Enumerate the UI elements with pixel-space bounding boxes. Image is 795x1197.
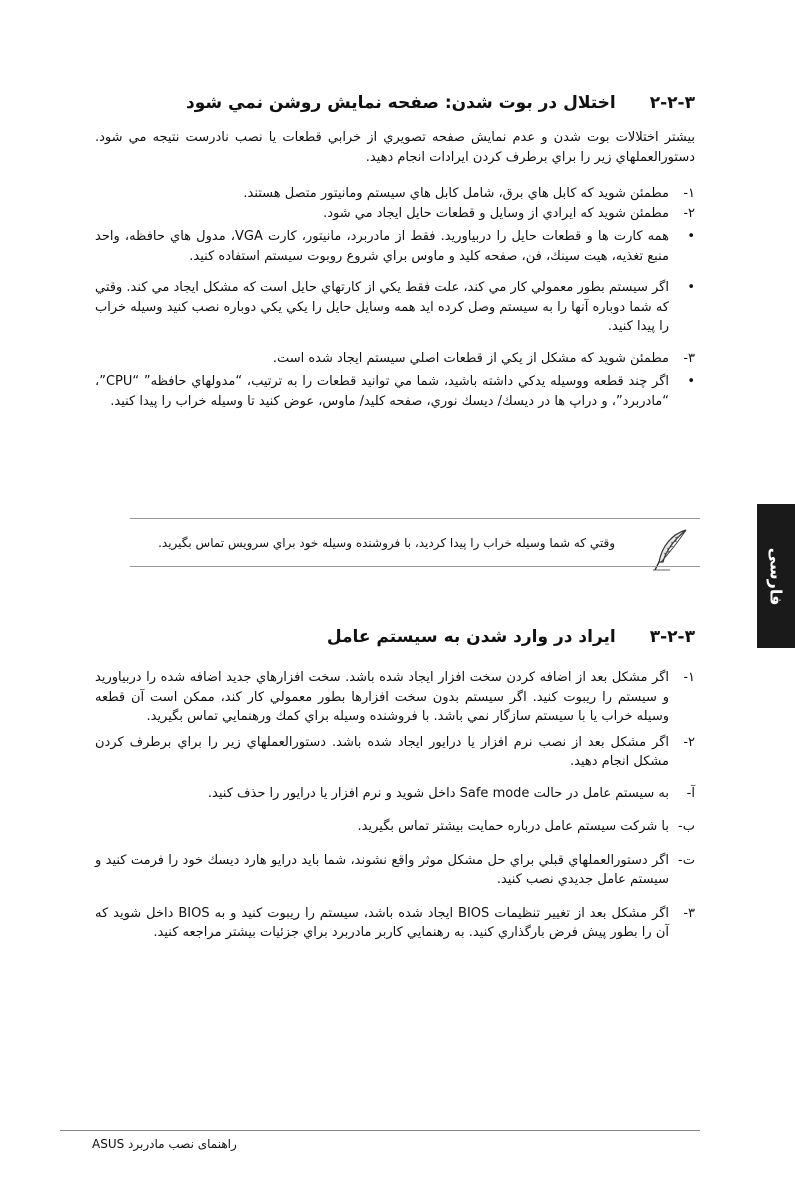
list-marker: -۲ xyxy=(683,205,695,221)
list-marker: -۳ xyxy=(683,905,695,921)
note-bottom-rule xyxy=(130,566,700,567)
list-marker: -۲ xyxy=(683,734,695,750)
bullet-marker: • xyxy=(687,280,695,295)
list-item xyxy=(95,227,695,266)
list-item-text: اگر مشکل بعد از تغییر تنظیمات BIOS ایجاد شده باشد، سیستم را ریبوت کنید و به BIOS داخل شوید که آن را بطور پیش فرض بارگذاري کنید. به رهنمایي کاربر مادربرد براي جزئیات بیشتر مراجعه کنید. xyxy=(95,905,669,940)
section-1-heading xyxy=(95,92,695,114)
list-marker: -ب xyxy=(678,819,695,834)
section-1-list xyxy=(95,184,695,411)
list-marker: -ت xyxy=(678,852,695,868)
bullet-marker: • xyxy=(687,374,695,389)
list-item-text: همه کارت ها و قطعات حایل را دربیاورید. فقط از مادربرد، مانیتور، کارت VGA، مدول هاي حافظه، واحد منبع تغذیه، هیت سینك، فن، صفحه کلید و ماوس براي شروع روبوت سیستم استفاده کنید. xyxy=(95,229,669,264)
list-item xyxy=(95,851,695,890)
list-item xyxy=(95,817,695,837)
note-top-rule xyxy=(130,518,700,519)
list-item-text: اگر چند قطعه ووسیله یدکي داشته باشید، شما مي توانید قطعات را به ترتیب، “مدولهاي حافظه” “CPU”، “مادربرد”، و دراپ ها در دیسك/ دیسك نوري، صفحه کلید/ ماوس، عوض کنید تا وسیله خراب را پیدا کنید. xyxy=(95,374,669,409)
list-marker: -آ xyxy=(686,785,695,801)
list-item xyxy=(95,668,695,727)
list-item xyxy=(95,372,695,411)
section-1-intro: بیشتر اختلالات بوت شدن و عدم نمایش صفحه تصویري از خرابي قطعات یا نصب نادرست نتیجه مي شود. دستورالعملهاي زیر را براي برطرف کردن ایرادات انجام دهید. xyxy=(95,130,695,165)
list-marker: -۱ xyxy=(683,186,695,201)
list-item xyxy=(95,184,695,204)
list-item-text: با شرکت سیستم عامل درباره حمایت بیشتر تماس بگیرید. xyxy=(357,819,669,834)
list-item-text: مطمئن شوید که کابل هاي برق، شامل کابل هاي سیستم ومانیتور متصل هستند. xyxy=(243,186,669,201)
list-item-text: مطمئن شوید که ایرادي از وسایل و قطعات حایل ایجاد مي شود. xyxy=(323,205,669,221)
language-side-tab xyxy=(757,504,795,648)
list-item-text: اگر مشکل بعد از اضافه کردن سخت افزار ایجاد شده باشد. سخت افزارهاي جدید اضافه شده را دربیاورید و سیستم را ریبوت کنید. اگر سیستم بدون سخت افزارها بطور معمولي کار کند، ممکن است آن قطعه وسیله خراب یا با سیستم سازگار نمي باشد. با فروشنده وسیله براي کمك ورهنمایي تماس بگیرید. xyxy=(95,670,669,724)
footer-rule xyxy=(60,1130,700,1131)
list-item xyxy=(95,733,695,772)
list-item-text: اگر دستورالعملهاي قبلي براي حل مشکل موثر واقع نشوند، شما باید درایو هارد دیسك خود را فرمت کنید و سیستم عامل جدیدي نصب کنید. xyxy=(95,852,669,887)
list-item-text: به سیستم عامل در حالت Safe mode داخل شوید و نرم افزار یا درایور را حذف کنید. xyxy=(207,785,669,801)
list-marker: -۳ xyxy=(683,350,695,366)
section-2-title: ایراد در وارد شدن به سیستم عامل xyxy=(326,627,616,647)
list-marker: -۱ xyxy=(683,670,695,685)
list-item-text: مطمئن شوید که مشکل از یکي از قطعات اصلي سیستم ایجاد شده است. xyxy=(272,350,669,366)
list-item xyxy=(95,784,695,804)
language-tab-label: فارسی xyxy=(766,547,786,605)
list-item xyxy=(95,349,695,369)
list-item xyxy=(95,204,695,224)
section-2-heading xyxy=(95,626,695,648)
bullet-marker: • xyxy=(687,229,695,244)
list-item-text: اگر مشکل بعد از نصب نرم افزار یا درایور ایجاد شده باشد. دستورالعملهاي زیر را براي برطرف کردن مشکل انجام دهید. xyxy=(95,734,669,769)
section-1-title: اختلال در بوت شدن: صفحه نمایش روشن نمي شود xyxy=(185,93,616,113)
list-item xyxy=(95,904,695,943)
note-text: وقتي که شما وسیله خراب را پیدا کردید، با فروشنده وسیله خود براي سرویس تماس بگیرید. xyxy=(158,536,615,550)
section-2-number: ۳-۲-۳ xyxy=(649,627,695,647)
list-item xyxy=(95,278,695,337)
footer-text: راهنمای نصب مادربرد ASUS xyxy=(92,1137,237,1151)
section-1-number: ۲-۲-۳ xyxy=(649,93,695,113)
list-item-text: اگر سیستم بطور معمولي کار مي کند، علت فقط یکي از کارتهاي حایل است که مشکل ایجاد مي کند. وقتي که شما دوباره آنها را به سیستم وصل کرده اید همه وسایل حایل را یکي یکي دوباره نصب کنید وسیله خراب را پیدا کنید. xyxy=(95,280,669,334)
section-2-list xyxy=(95,668,695,943)
